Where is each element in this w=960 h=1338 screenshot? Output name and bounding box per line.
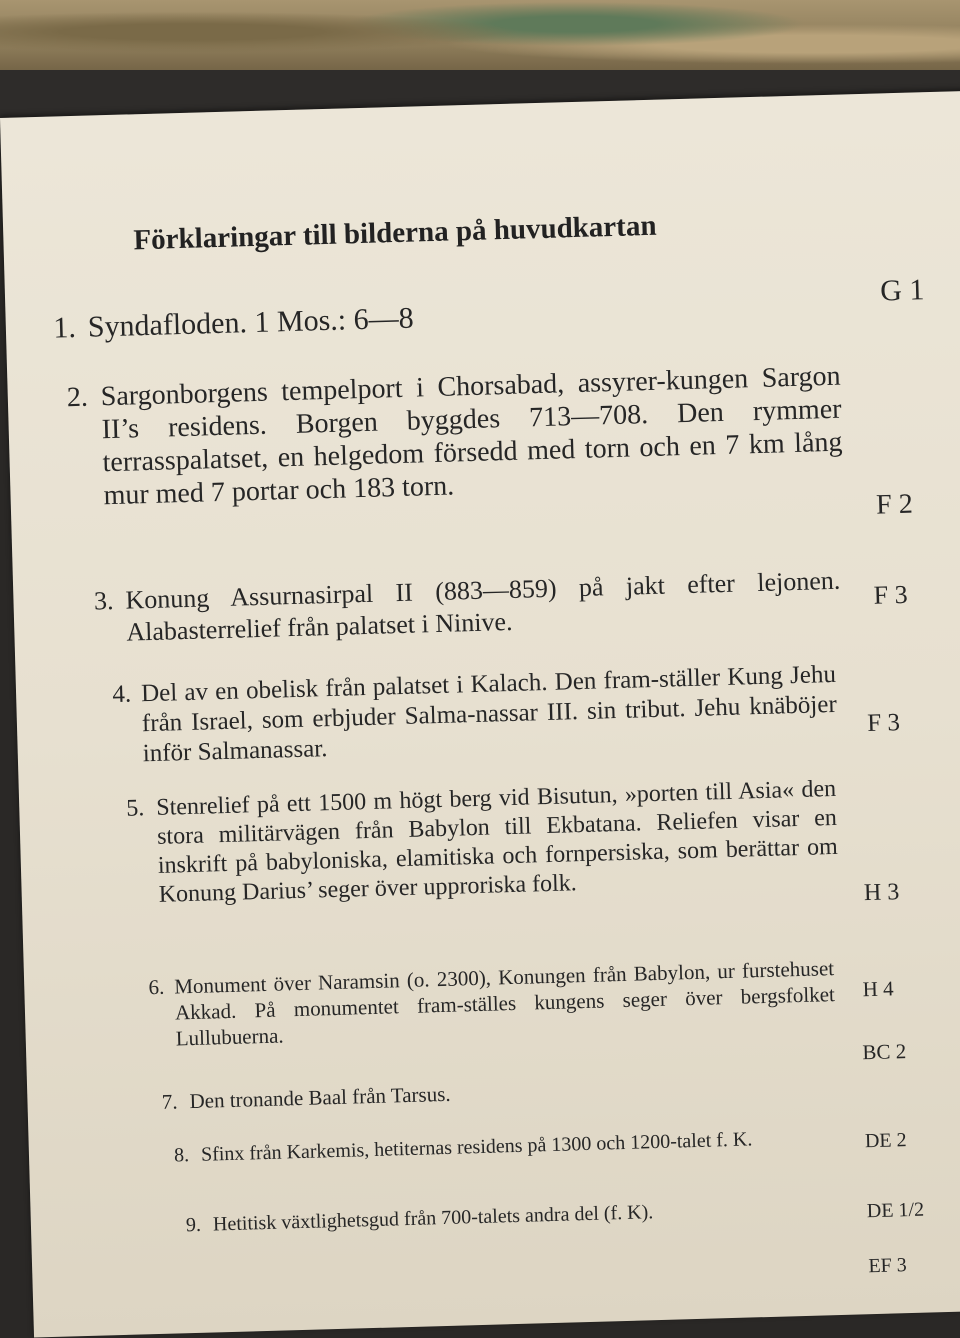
entry-text: Konung Assurnasirpal II (883—859) på jakt efter lejonen. Alabasterrelief från palatset i Ninive.: [125, 565, 841, 647]
entry-map-ref: BC 2: [862, 1039, 907, 1065]
entry-number: 6.: [148, 974, 165, 1000]
entry-map-ref: H 3: [863, 879, 900, 907]
map-illustration-strip: [0, 0, 960, 80]
entry-number: 7.: [161, 1089, 178, 1114]
entry-text: Sfinx från Karkemis, hetiternas residens på 1300 och 1200-talet f. K.: [200, 1128, 753, 1166]
entry-map-ref: F 3: [873, 579, 909, 610]
entry-number: 4.: [112, 680, 132, 709]
entry-number: 9.: [185, 1213, 202, 1237]
entry-number: 1.: [52, 310, 77, 345]
entry-map-ref: DE 2: [864, 1129, 907, 1153]
entry-number: 5.: [125, 795, 145, 822]
entry-map-ref: H 4: [862, 976, 894, 1002]
legend-title: Förklaringar till bilderna på huvudkartan: [133, 209, 657, 257]
entry-text: Monument över Naramsin (o. 2300), Konungen från Babylon, ur furstehuset Akkad. På monumentet fram-ställes kungens seger över bergsfolket Lullubuerna.: [173, 956, 836, 1051]
entry-text: Den tronande Baal från Tarsus.: [189, 1081, 451, 1114]
entry-map-ref: EF 3: [868, 1254, 908, 1278]
entry-number: 8.: [173, 1144, 190, 1167]
entry-number: 2.: [66, 381, 89, 414]
entry-text: Syndafloden. 1 Mos.: 6—8: [87, 301, 415, 344]
entry-text: Stenrelief på ett 1500 m högt berg vid Bisutun, »porten till Asia« den stora militärvägen från Babylon till Ekbatana. Reliefen visar en inskrift på babyloniska, elamitiska och fornpersiska, som berättar om Konung Darius’ seger över upproriska folk.: [155, 775, 839, 908]
entry-text: Sargonborgens tempelport i Chorsabad, assyrer-kungen Sargon II’s residens. Borgen byggdes 713—708. Den rymmer terrasspalatset, en helgedom försedd med torn och en 7 km lång mur med 7 portar och 183 torn.: [100, 360, 843, 512]
entry-map-ref: G 1: [879, 273, 925, 308]
legend-sheet: [0, 90, 960, 1337]
entry-map-ref: F 2: [875, 488, 914, 521]
entry-text: Del av en obelisk från palatset i Kalach. Den fram-ställer Kung Jehu från Israel, som erbjuder Salma-nassar III. sin tribut. Jehu knäböjer inför Salmanassar.: [140, 660, 838, 768]
entry-map-ref: DE 1/2: [866, 1198, 925, 1223]
entry-number: 3.: [93, 586, 114, 616]
entry-text: Hetitisk växtlighetsgud från 700-talets andra del (f. K).: [212, 1201, 654, 1236]
entry-map-ref: F 3: [866, 709, 901, 738]
